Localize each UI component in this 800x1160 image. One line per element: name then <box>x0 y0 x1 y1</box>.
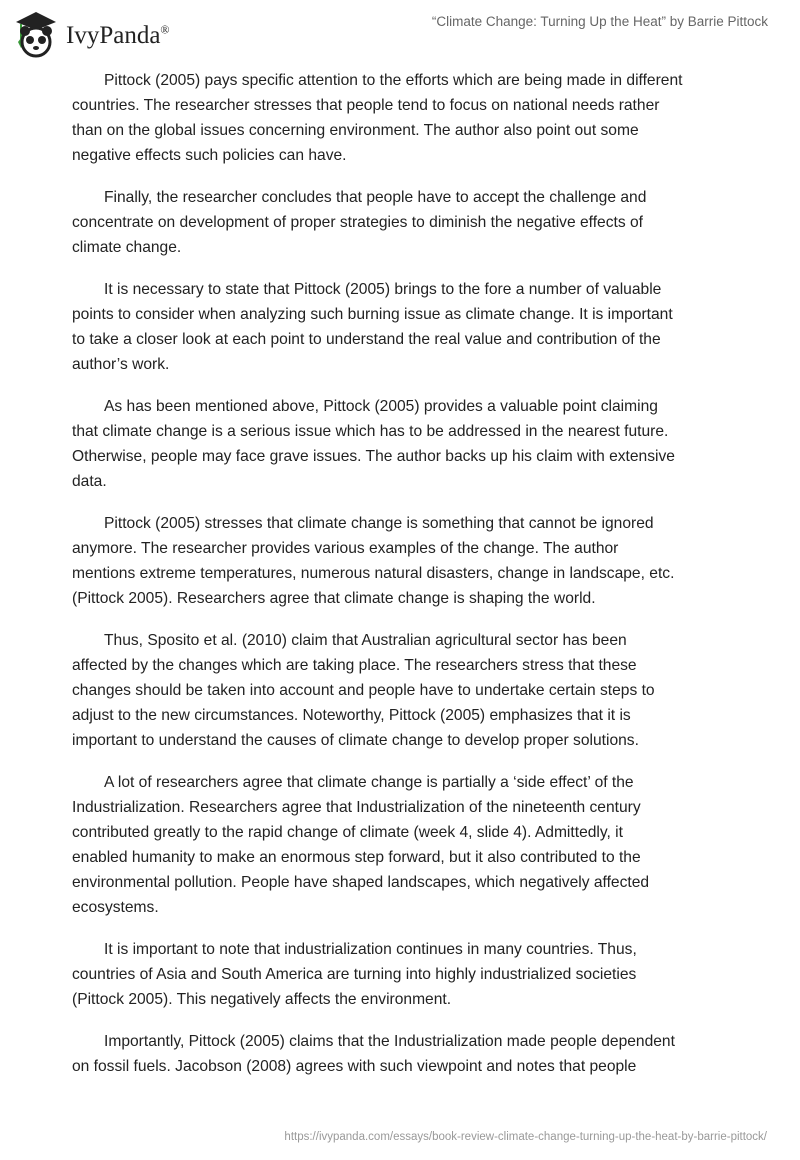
paragraph-line: changes should be taken into account and people have to undertake certain steps to <box>72 682 655 699</box>
paragraph-line: concentrate on development of proper strategies to diminish the negative effects of <box>72 214 643 231</box>
document-title: “Climate Change: Turning Up the Heat” by Barrie Pittock <box>431 14 768 29</box>
paragraph-line: As has been mentioned above, Pittock (2005) provides a valuable point claiming <box>104 398 658 415</box>
paragraph-line: Thus, Sposito et al. (2010) claim that Australian agricultural sector has been <box>104 632 627 649</box>
paragraph-line: It is necessary to state that Pittock (2005) brings to the fore a number of valuable <box>104 281 662 298</box>
footer-url[interactable]: https://ivypanda.com/essays/book-review-climate-change-turning-up-the-heat-by-barrie-pittock/ <box>284 1131 767 1143</box>
paragraph-line: than on the global issues concerning environment. The author also point out some <box>72 122 639 139</box>
paragraph-line: Finally, the researcher concludes that people have to accept the challenge and <box>104 189 647 206</box>
paragraph <box>72 628 752 753</box>
paragraph-line: adjust to the new circumstances. Noteworthy, Pittock (2005) emphasizes that it is <box>72 707 631 724</box>
paragraph-line: (Pittock 2005). This negatively affects the environment. <box>72 991 452 1008</box>
paragraph-line: anymore. The researcher provides various examples of the change. The author <box>72 540 619 557</box>
logo-text: IvyPanda® <box>66 22 170 49</box>
paragraph-line: affected by the changes which are taking place. The researchers stress that these <box>72 657 637 674</box>
paragraph-line: points to consider when analyzing such burning issue as climate change. It is important <box>72 306 673 323</box>
document-body <box>72 68 752 1096</box>
paragraph-line: Otherwise, people may face grave issues. The author backs up his claim with extensive <box>72 448 675 465</box>
ivypanda-logo[interactable] <box>12 8 170 58</box>
paragraph <box>72 511 752 611</box>
panda-graduate-icon <box>12 8 60 58</box>
paragraph-line: on fossil fuels. Jacobson (2008) agrees with such viewpoint and notes that people <box>72 1058 637 1075</box>
paragraph-line: to take a closer look at each point to understand the real value and contribution of the <box>72 331 661 348</box>
paragraph-line: Importantly, Pittock (2005) claims that the Industrialization made people dependent <box>104 1033 675 1050</box>
paragraph <box>72 770 752 920</box>
paragraph-line: data. <box>72 473 107 490</box>
paragraph-line: negative effects such policies can have. <box>72 147 347 164</box>
paragraph-line: environmental pollution. People have shaped landscapes, which negatively affected <box>72 874 650 891</box>
paragraph-line: countries. The researcher stresses that people tend to focus on national needs rather <box>72 97 660 114</box>
paragraph <box>72 277 752 377</box>
paragraph-line: climate change. <box>72 239 182 256</box>
paragraph-line: Industrialization. Researchers agree that Industrialization of the nineteenth century <box>72 799 641 816</box>
paragraph-line: contributed greatly to the rapid change of climate (week 4, slide 4). Admittedly, it <box>72 824 623 841</box>
paragraph-line: Pittock (2005) stresses that climate change is something that cannot be ignored <box>104 515 654 532</box>
paragraph <box>72 1029 752 1079</box>
paragraph-line: ecosystems. <box>72 899 159 916</box>
paragraph <box>72 185 752 260</box>
paragraph-line: mentions extreme temperatures, numerous natural disasters, change in landscape, etc. <box>72 565 675 582</box>
paragraph-line: author’s work. <box>72 356 170 373</box>
paragraph <box>72 937 752 1012</box>
paragraph-line: Pittock (2005) pays specific attention to the efforts which are being made in different <box>104 72 683 89</box>
paragraph-line: enabled humanity to make an enormous step forward, but it also contributed to the <box>72 849 641 866</box>
paragraph <box>72 394 752 494</box>
paragraph-line: important to understand the causes of climate change to develop proper solutions. <box>72 732 639 749</box>
paragraph <box>72 68 752 168</box>
paragraph-line: (Pittock 2005). Researchers agree that climate change is shaping the world. <box>72 590 596 607</box>
paragraph-line: A lot of researchers agree that climate change is partially a ‘side effect’ of the <box>104 774 634 791</box>
paragraph-line: that climate change is a serious issue which has to be addressed in the nearest future. <box>72 423 669 440</box>
paragraph-line: countries of Asia and South America are turning into highly industrialized societies <box>72 966 637 983</box>
paragraph-line: It is important to note that industrialization continues in many countries. Thus, <box>104 941 637 958</box>
